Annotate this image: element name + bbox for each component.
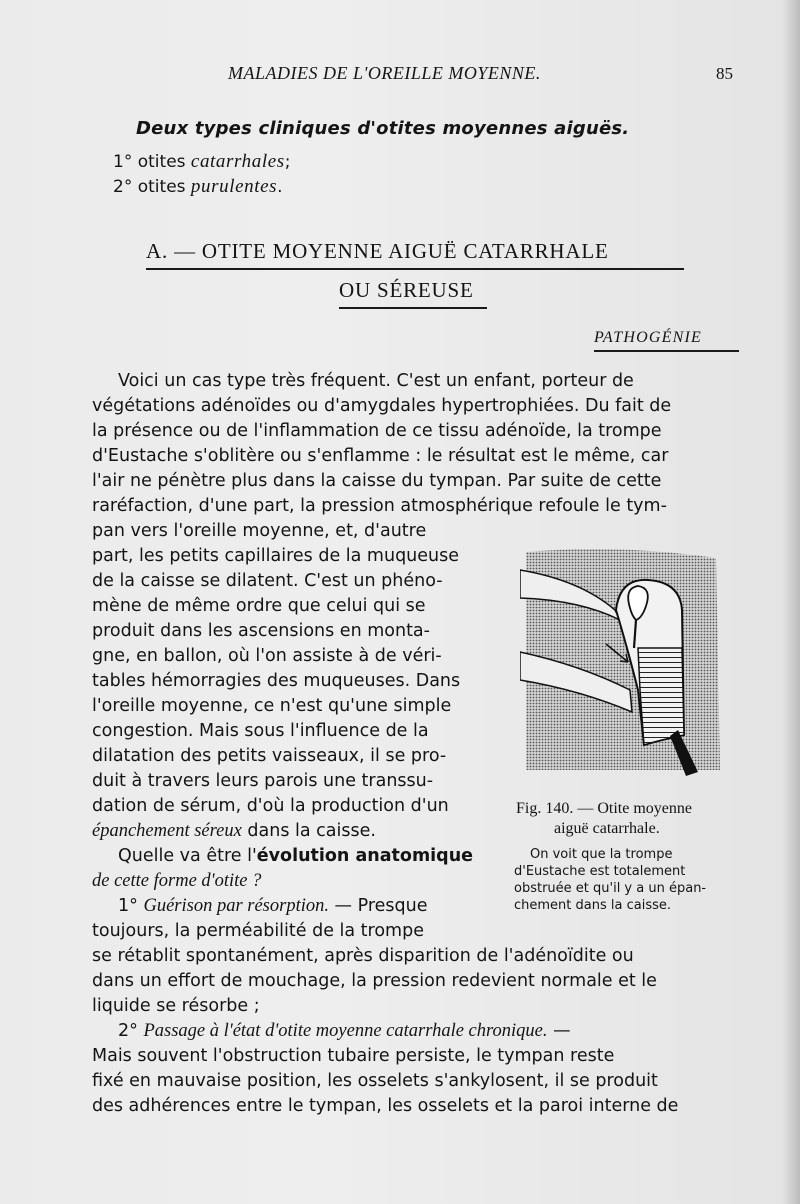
ear-diagram-figure [520, 540, 725, 785]
figure-caption-text: chement dans la caisse. [514, 898, 671, 913]
figure-caption-text: d'Eustache est totalement [514, 864, 686, 879]
chapter-title-line2: OU SÉREUSE [339, 278, 474, 302]
title-underline [339, 307, 487, 309]
list-item: 1° otites catarrhales; [113, 151, 291, 172]
running-header: MALADIES DE L'OREILLE MOYENNE. [228, 63, 541, 83]
subsection-underline [594, 350, 739, 352]
list-item: 2° otites purulentes. [113, 176, 283, 197]
subsection-heading: PATHOGÉNIE [594, 329, 702, 346]
figure-caption-text: obstruée et qu'il y a un épan- [514, 881, 707, 896]
chapter-title-line1: A. — OTITE MOYENNE AIGUË CATARRHALE [146, 239, 609, 263]
title-underline [146, 268, 684, 270]
effusion [638, 648, 684, 745]
section-heading: Deux types cliniques d'otites moyennes aiguës. [136, 118, 630, 139]
figure-caption-title: Fig. 140. — Otite moyenne [516, 800, 692, 817]
figure-caption-title: aiguë catarrhale. [554, 820, 660, 837]
book-page: MALADIES DE L'OREILLE MOYENNE. 85 Deux types cliniques d'otites moyennes aiguës. 1° otites catarrhales; 2° otites purulentes. A. — OTITE MOYENNE AIGUË CATARRHALE OU SÉREUSE PATHOGÉNIE Voici un cas type très fréquent. C'est un enfant, porteur de végétations adénoïdes ou d'amygdales hypertrophiées. Du fait de la présence ou de l'inflammation de ce tissu adénoïde, la trompe d'Eustache s'oblitère ou s'enflamme : le résultat est le même, car l'air ne pénètre plus dans la caisse du tympan. Par suite de cette raréfaction, d'une part, la pression atmosphérique refoule le tym- pan vers l'oreille moyenne, et, d'autre part, les petits capillaires de la muqueuse de la caisse se dilatent. C'est un phéno- mène de même ordre que celui qui se produit dans les ascensions en monta- gne, en ballon, où l'on assiste à de véri- tables hémorragies des muqueuses. Dans l'oreille moyenne, ce n'est qu'une simple congestion. Mais sous l'influence de la dilatation des petits vaisseaux, il se pro- duit à travers leurs parois une transsu- dation de sérum, d'où la production d'un épanchement séreux dans la caisse. Quelle va être l'évolution anatomique de cette forme d'otite ? 1° Guérison par résorption. — Presque toujours, la perméabilité de la trompe se rétablit spontanément, après disparition de l'adénoïdite ou dans un effort de mouchage, la pression redevient normale et le liquide se résorbe ; 2° Passage à l'état d'otite moyenne catarrhale chronique. — Mais souvent l'obstruction tubaire persiste, le tympan reste fixé en mauvaise position, les osselets s'ankylosent, il se produit des adhérences entre le tympan, les osselets et la paroi interne de Fig. 140. — Otite moyenne aiguë catarrhale. On voit que la trompe d'Eustache est totalement obstruée et qu'il y a un épan- chement dans la caisse. [0, 0, 800, 1204]
page-number: 85 [716, 64, 733, 83]
figure-caption-text: On voit que la trompe [530, 847, 673, 862]
